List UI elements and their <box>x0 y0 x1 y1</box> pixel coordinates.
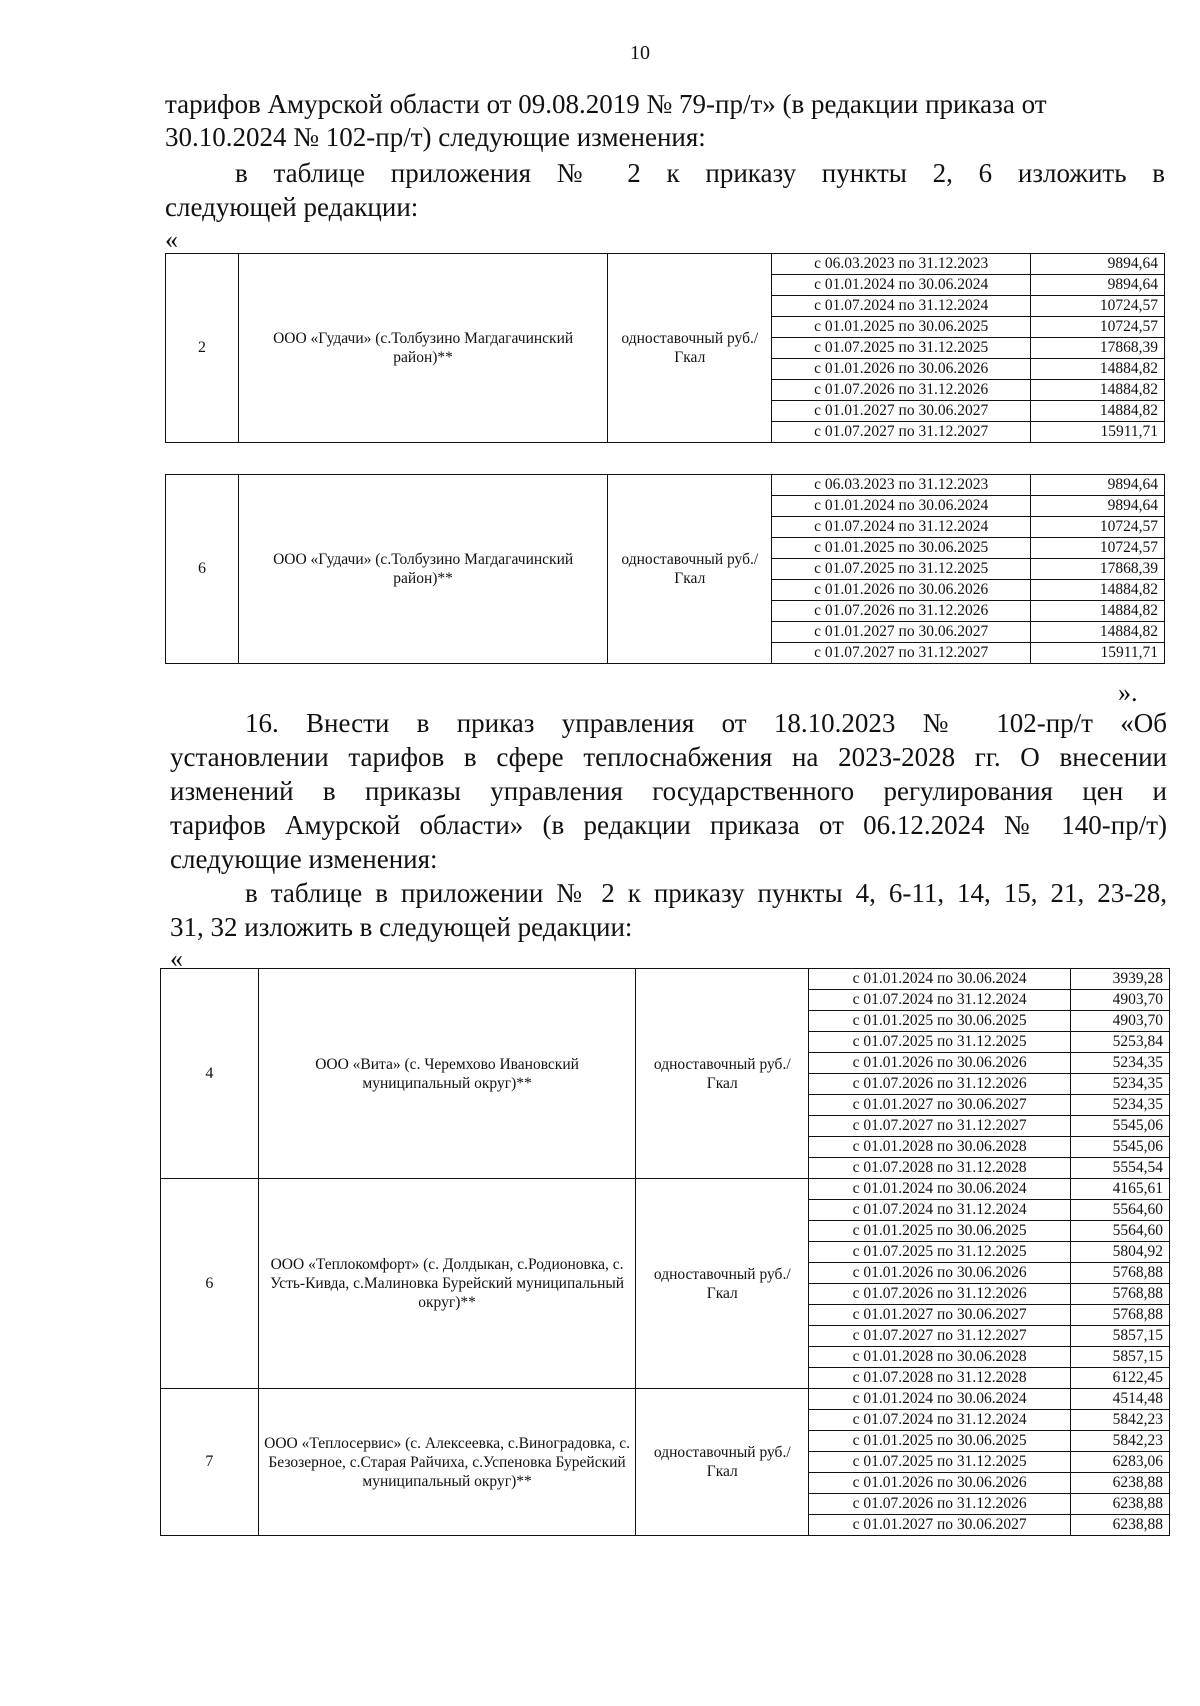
tariff-value: 9894,64 <box>1031 275 1165 296</box>
tariff-unit: одноставочный руб./Гкал <box>608 254 772 443</box>
table-row <box>166 254 1165 275</box>
table-row <box>161 1179 1170 1200</box>
section16-line-5: следующие изменения: <box>170 844 438 874</box>
tariff-period: с 01.01.2025 по 30.06.2025 <box>772 317 1031 338</box>
tariff-unit: одноставочный руб./Гкал <box>636 1179 809 1389</box>
open-quote-1: « <box>165 225 178 254</box>
tariff-value: 15911,71 <box>1031 422 1165 443</box>
tariff-value: 5842,23 <box>1071 1431 1170 1452</box>
tariff-period: с 01.07.2026 по 31.12.2026 <box>772 380 1031 401</box>
item-number: 4 <box>161 969 259 1179</box>
tariff-value: 14884,82 <box>1031 580 1165 601</box>
section16-line-4: тарифов Амурской области» (в редакции приказа от 06.12.2024 № 140-пр/т) <box>170 810 1167 840</box>
intro-line-4: следующей редакции: <box>165 192 419 222</box>
tariff-value: 9894,64 <box>1031 475 1165 496</box>
tariff-value: 6238,88 <box>1071 1473 1170 1494</box>
item-number: 2 <box>166 254 239 443</box>
tariff-period: с 01.07.2025 по 31.12.2025 <box>809 1242 1071 1263</box>
tariff-period: с 01.01.2027 по 30.06.2027 <box>809 1515 1071 1536</box>
tariff-period: с 01.07.2028 по 31.12.2028 <box>809 1368 1071 1389</box>
page-number: 10 <box>630 42 650 64</box>
intro-line-2: 30.10.2024 № 102-пр/т) следующие изменения: <box>165 122 706 152</box>
tariff-period: с 01.07.2026 по 31.12.2026 <box>772 601 1031 622</box>
tariff-period: с 06.03.2023 по 31.12.2023 <box>772 475 1031 496</box>
section16-line-2: установлении тарифов в сфере теплоснабжения на 2023-2028 гг. О внесении <box>170 742 1167 772</box>
intro-line-1: тарифов Амурской области от 09.08.2019 № 79-пр/т» (в редакции приказа от <box>165 89 1047 119</box>
tariff-value: 14884,82 <box>1031 601 1165 622</box>
tariff-table-3 <box>160 968 1170 1536</box>
tariff-period: с 01.07.2028 по 31.12.2028 <box>809 1158 1071 1179</box>
tariff-period: с 01.01.2025 по 30.06.2025 <box>809 1011 1071 1032</box>
tariff-unit: одноставочный руб./Гкал <box>636 1389 809 1536</box>
tariff-period: с 01.07.2025 по 31.12.2025 <box>772 559 1031 580</box>
tariff-value: 17868,39 <box>1031 559 1165 580</box>
tariff-value: 5768,88 <box>1071 1263 1170 1284</box>
tariff-table-1 <box>165 253 1165 443</box>
tariff-period: с 01.07.2024 по 31.12.2024 <box>809 990 1071 1011</box>
tariff-period: с 01.01.2026 по 30.06.2026 <box>809 1053 1071 1074</box>
tariff-value: 5857,15 <box>1071 1326 1170 1347</box>
tariff-value: 14884,82 <box>1031 622 1165 643</box>
tariff-period: с 01.07.2025 по 31.12.2025 <box>809 1452 1071 1473</box>
tariff-table-2 <box>165 474 1165 664</box>
item-number: 6 <box>161 1179 259 1389</box>
tariff-value: 4514,48 <box>1071 1389 1170 1410</box>
tariff-value: 5768,88 <box>1071 1305 1170 1326</box>
tariff-period: с 01.07.2027 по 31.12.2027 <box>772 422 1031 443</box>
tariff-period: с 01.07.2027 по 31.12.2027 <box>809 1116 1071 1137</box>
tariff-period: с 01.01.2026 по 30.06.2026 <box>772 580 1031 601</box>
tariff-period: с 01.01.2024 по 30.06.2024 <box>772 275 1031 296</box>
tariff-value: 15911,71 <box>1031 643 1165 664</box>
tariff-period: с 01.01.2026 по 30.06.2026 <box>809 1263 1071 1284</box>
tariff-value: 5564,60 <box>1071 1221 1170 1242</box>
tariff-value: 4165,61 <box>1071 1179 1170 1200</box>
table-row <box>161 969 1170 990</box>
tariff-period: с 01.07.2024 по 31.12.2024 <box>772 517 1031 538</box>
tariff-period: с 01.01.2027 по 30.06.2027 <box>809 1095 1071 1116</box>
tariff-value: 10724,57 <box>1031 296 1165 317</box>
tariff-value: 17868,39 <box>1031 338 1165 359</box>
tariff-period: с 01.07.2025 по 31.12.2025 <box>772 338 1031 359</box>
tariff-period: с 01.01.2028 по 30.06.2028 <box>809 1137 1071 1158</box>
organization-name: ООО «Теплокомфорт» (с. Долдыкан, с.Родионовка, с. Усть-Кивда, с.Малиновка Бурейский муниципальный округ)** <box>258 1179 636 1389</box>
tariff-value: 14884,82 <box>1031 359 1165 380</box>
tariff-period: с 01.01.2028 по 30.06.2028 <box>809 1347 1071 1368</box>
tariff-value: 4903,70 <box>1071 1011 1170 1032</box>
section16-line-1: 16. Внести в приказ управления от 18.10.2023 № 102-пр/т «Об <box>245 708 1167 738</box>
table-row <box>166 475 1165 496</box>
tariff-period: с 01.07.2024 по 31.12.2024 <box>809 1200 1071 1221</box>
tariff-unit: одноставочный руб./Гкал <box>636 969 809 1179</box>
tariff-value: 6122,45 <box>1071 1368 1170 1389</box>
organization-name: ООО «Гудачи» (с.Толбузино Магдагачинский район)** <box>238 254 607 443</box>
tariff-period: с 01.07.2026 по 31.12.2026 <box>809 1494 1071 1515</box>
tariff-period: с 01.01.2025 по 30.06.2025 <box>809 1221 1071 1242</box>
tariff-value: 9894,64 <box>1031 254 1165 275</box>
item-number: 7 <box>161 1389 259 1536</box>
tariff-period: с 01.01.2024 по 30.06.2024 <box>809 969 1071 990</box>
tariff-value: 4903,70 <box>1071 990 1170 1011</box>
tariff-period: с 01.07.2027 по 31.12.2027 <box>809 1326 1071 1347</box>
tariff-value: 5804,92 <box>1071 1242 1170 1263</box>
tariff-value: 6283,06 <box>1071 1452 1170 1473</box>
tariff-period: с 01.07.2025 по 31.12.2025 <box>809 1032 1071 1053</box>
organization-name: ООО «Гудачи» (с.Толбузино Магдагачинский район)** <box>238 475 607 664</box>
tariff-value: 5564,60 <box>1071 1200 1170 1221</box>
tariff-value: 9894,64 <box>1031 496 1165 517</box>
section16-line-7: 31, 32 изложить в следующей редакции: <box>170 912 633 942</box>
tariff-value: 5554,54 <box>1071 1158 1170 1179</box>
organization-name: ООО «Теплосервис» (с. Алексеевка, с.Виноградовка, с. Безозерное, с.Старая Райчиха, с.Успеновка Бурейский муниципальный округ)** <box>258 1389 636 1536</box>
tariff-value: 5545,06 <box>1071 1116 1170 1137</box>
intro-line-3: в таблице приложения № 2 к приказу пункты 2, 6 изложить в <box>235 158 1165 188</box>
tariff-period: с 01.01.2026 по 30.06.2026 <box>772 359 1031 380</box>
tariff-period: с 01.01.2024 по 30.06.2024 <box>809 1179 1071 1200</box>
tariff-value: 6238,88 <box>1071 1515 1170 1536</box>
tariff-period: с 01.07.2026 по 31.12.2026 <box>809 1074 1071 1095</box>
tariff-value: 5234,35 <box>1071 1053 1170 1074</box>
tariff-period: с 01.07.2027 по 31.12.2027 <box>772 643 1031 664</box>
tariff-value: 3939,28 <box>1071 969 1170 990</box>
tariff-period: с 01.07.2026 по 31.12.2026 <box>809 1284 1071 1305</box>
tariff-unit: одноставочный руб./Гкал <box>608 475 772 664</box>
tariff-value: 5545,06 <box>1071 1137 1170 1158</box>
tariff-period: с 01.01.2024 по 30.06.2024 <box>809 1389 1071 1410</box>
section16-line-3: изменений в приказы управления государственного регулирования цен и <box>170 776 1167 806</box>
tariff-value: 5253,84 <box>1071 1032 1170 1053</box>
open-quote-2: « <box>170 944 183 973</box>
table-row <box>161 1389 1170 1410</box>
tariff-period: с 01.07.2024 по 31.12.2024 <box>772 296 1031 317</box>
organization-name: ООО «Вита» (с. Черемхово Ивановский муниципальный округ)** <box>258 969 636 1179</box>
tariff-value: 5234,35 <box>1071 1095 1170 1116</box>
tariff-period: с 01.01.2027 по 30.06.2027 <box>772 622 1031 643</box>
tariff-value: 14884,82 <box>1031 401 1165 422</box>
tariff-period: с 01.01.2026 по 30.06.2026 <box>809 1473 1071 1494</box>
tariff-period: с 01.01.2025 по 30.06.2025 <box>772 538 1031 559</box>
tariff-period: с 06.03.2023 по 31.12.2023 <box>772 254 1031 275</box>
tariff-value: 14884,82 <box>1031 380 1165 401</box>
tariff-value: 6238,88 <box>1071 1494 1170 1515</box>
tariff-value: 5857,15 <box>1071 1347 1170 1368</box>
tariff-period: с 01.01.2027 по 30.06.2027 <box>809 1305 1071 1326</box>
tariff-value: 10724,57 <box>1031 517 1165 538</box>
tariff-period: с 01.01.2024 по 30.06.2024 <box>772 496 1031 517</box>
item-number: 6 <box>166 475 239 664</box>
tariff-period: с 01.01.2027 по 30.06.2027 <box>772 401 1031 422</box>
tariff-value: 5842,23 <box>1071 1410 1170 1431</box>
close-quote: ». <box>1118 678 1138 707</box>
tariff-period: с 01.01.2025 по 30.06.2025 <box>809 1431 1071 1452</box>
tariff-value: 10724,57 <box>1031 317 1165 338</box>
tariff-value: 5234,35 <box>1071 1074 1170 1095</box>
tariff-period: с 01.07.2024 по 31.12.2024 <box>809 1410 1071 1431</box>
tariff-value: 5768,88 <box>1071 1284 1170 1305</box>
tariff-value: 10724,57 <box>1031 538 1165 559</box>
section16-line-6: в таблице в приложении № 2 к приказу пункты 4, 6-11, 14, 15, 21, 23-28, <box>245 878 1167 908</box>
